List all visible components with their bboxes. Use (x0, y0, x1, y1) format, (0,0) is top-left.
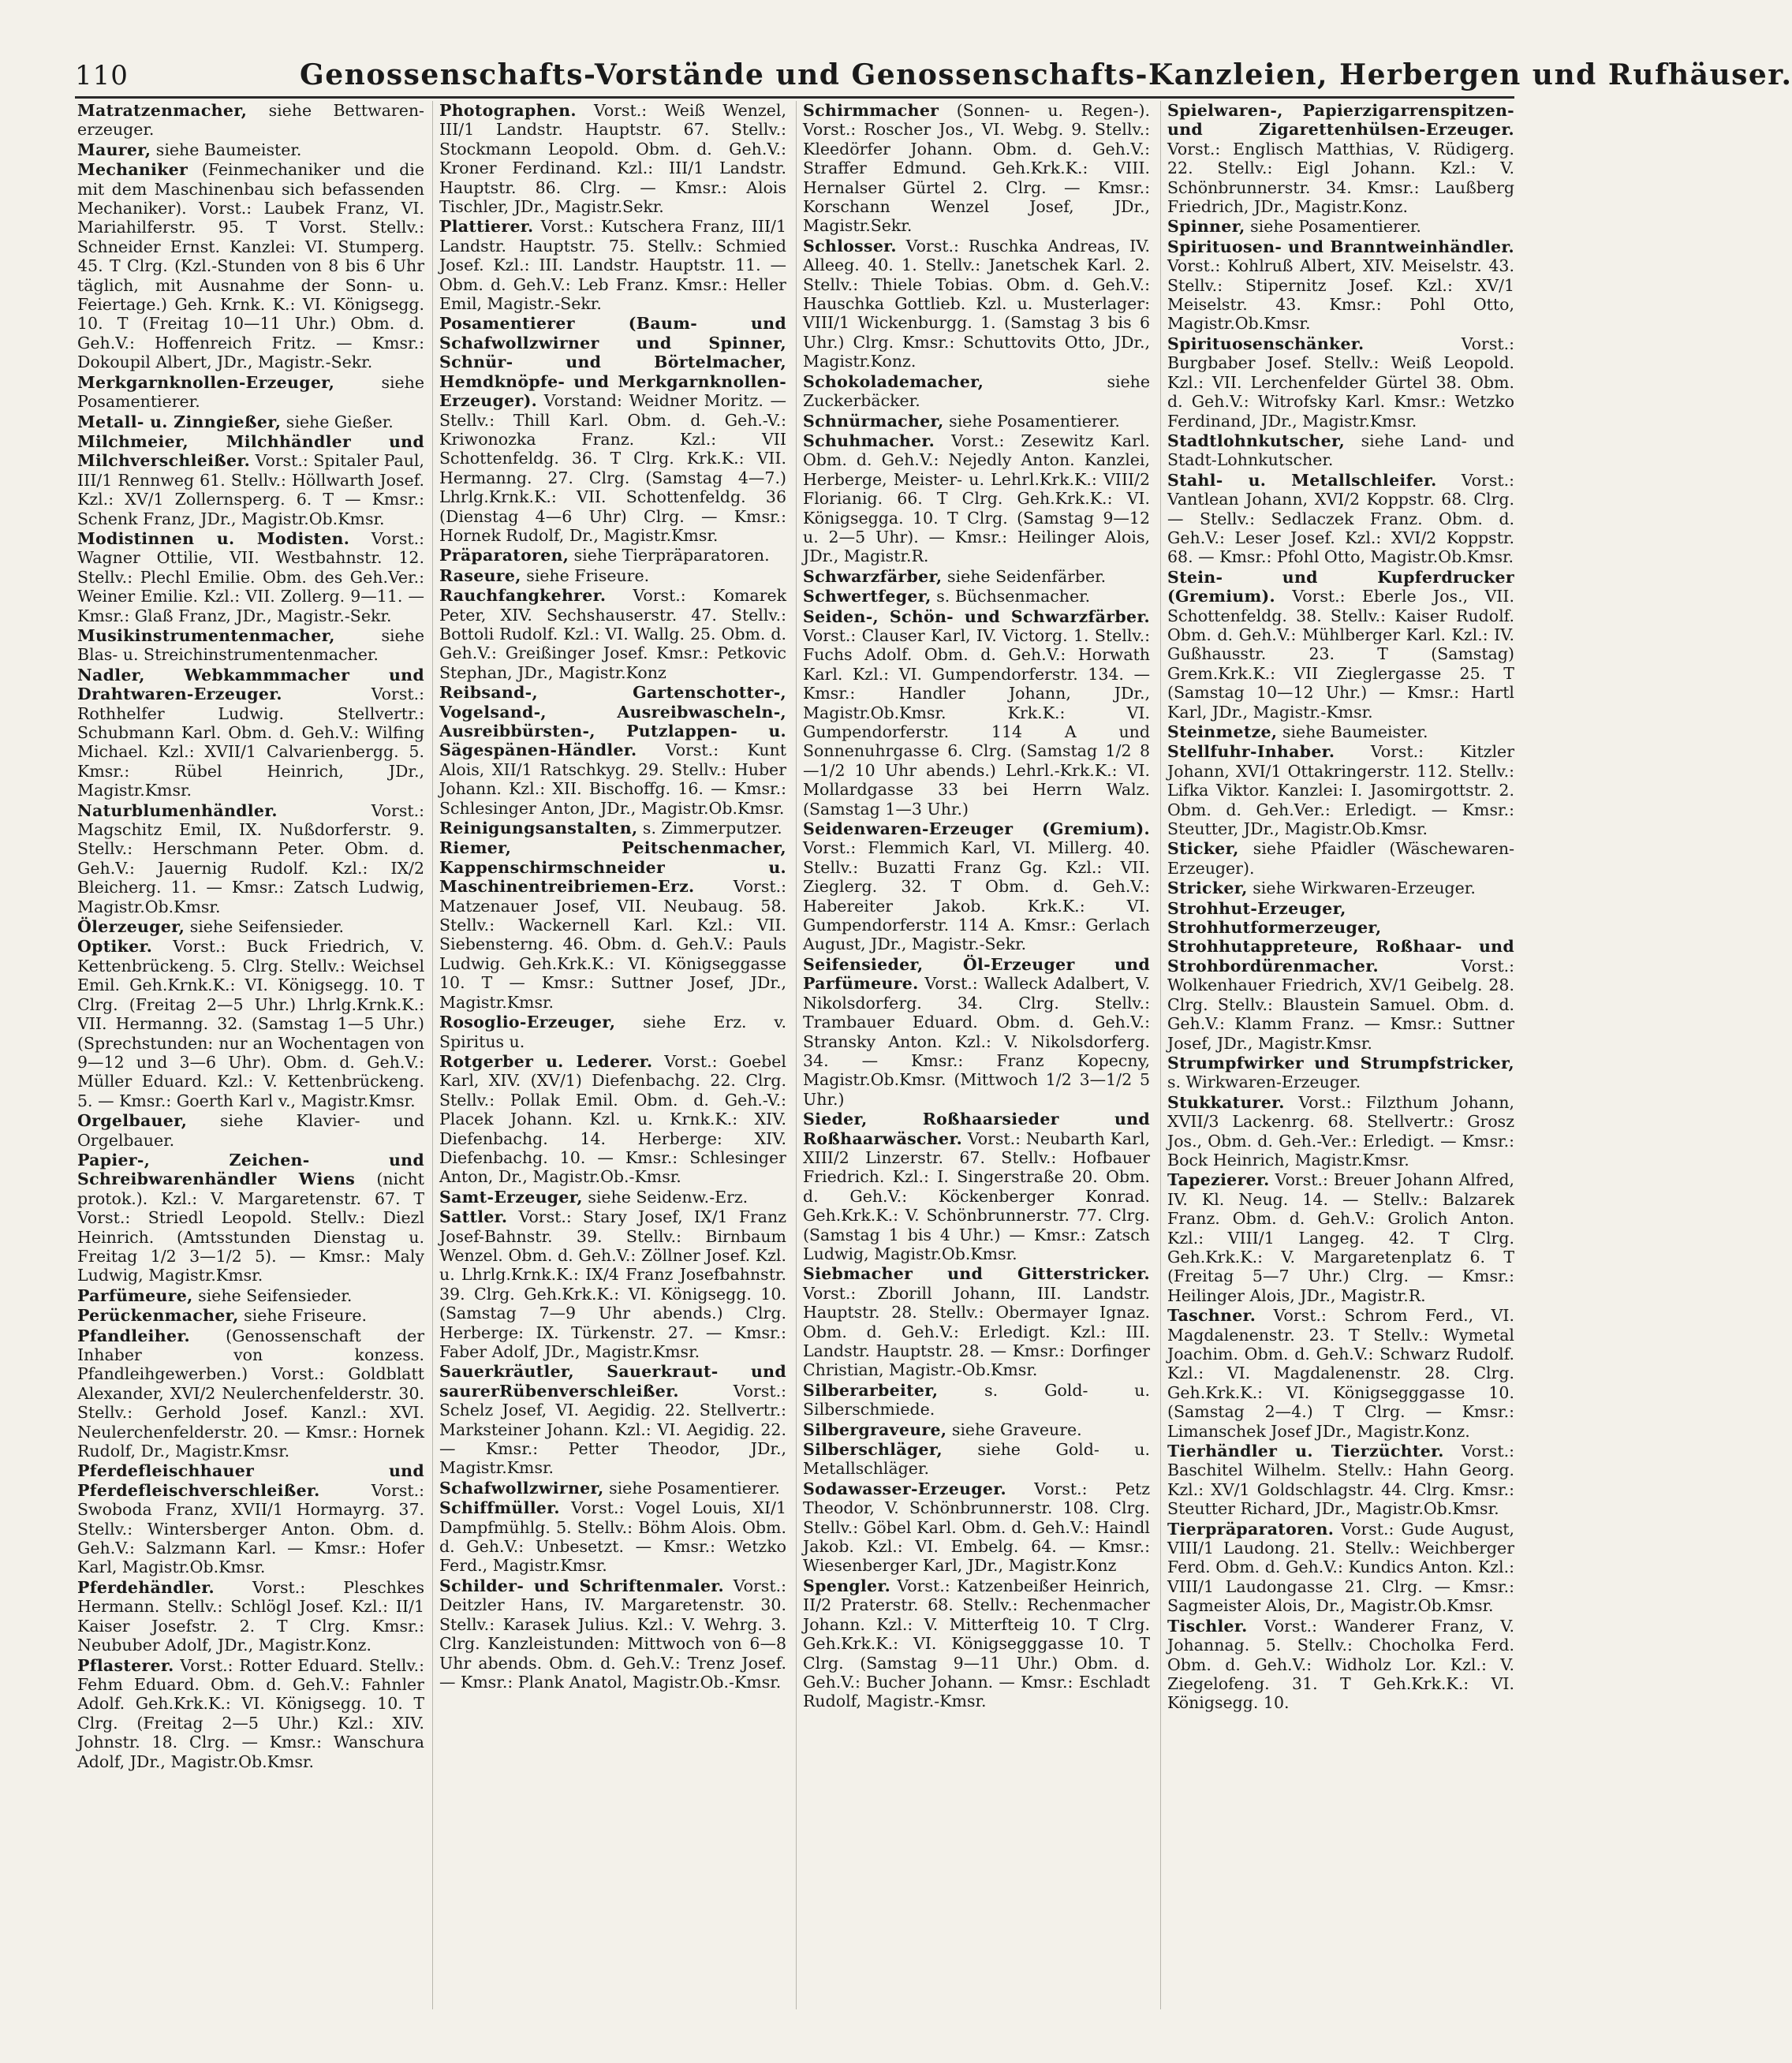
entry-body: Vorst.: Wagner Ottilie, VII. Westbahnstr. 12. Stellv.: Plechl Emilie. Obm. des Geh.Ver.: Weiner Emilie. Kzl.: VII. Zollerg. 9—11. — Kmsr.: Glaß Franz, JDr., Magistr.-Sekr. (77, 528, 430, 625)
entry-body: Vorst.: Clauser Karl, IV. Victorg. 1. Stellv.: Fuchs Adolf. Obm. d. Geh.V.: Horwath Karl. Kzl.: VI. Gumpendorferstr. 134. — Kmsr.: Handler Johann, JDr., Magistr.Ob.Kmsr. Krk.K.: VI. Gumpendorferstr. 114 A und Sonnenuhrgasse 6. Clrg. (Samstag 1/2 8—1/2 10 Uhr abends.) Lehrl.-Krk.K.: VI. Mollardgasse 33 bei Herrn Walz. (Samstag 1—3 Uhr.) (803, 606, 1155, 819)
entry-heading: Pferdehändler. (77, 1577, 215, 1597)
directory-entry (439, 1362, 792, 1478)
entry-body: s. Gold- u. Silberschmiede. (803, 1380, 1155, 1419)
entry-body: siehe Bettwaren-erzeuger. (77, 101, 424, 140)
entry-heading: Pferdefleischhauer und Pferdefleischverschleißer. (77, 1461, 424, 1500)
entry-body: (Genossenschaft der Inhaber von konzess. Pfandleihgewerben.) Vorst.: Goldblatt Alexander, XVI/2 Neulerchenfelderstr. 30. Stellv.: Gerhold Josef. Kanzl.: XVI. Neulerchenfelderstr. 20. — Kmsr.: Hornek Rudolf, Dr., Magistr.Kmsr. (77, 1326, 430, 1461)
page-header (75, 55, 1792, 95)
entry-heading: Schirmmacher (803, 101, 939, 120)
entry-body: siehe Graveure. (946, 1419, 1082, 1439)
directory-entry (803, 567, 1150, 586)
entry-body: Vorst.: Breuer Johann Alfred, IV. Kl. Neug. 14. — Stellv.: Balzarek Franz. Obm. d. Geh.V.: Grolich Anton. Kzl.: VIII/1 Langeg. 42. T Clrg. Geh.Krk.K.: V. Margaretenplatz 6. T (Freitag 5—7 Uhr.) Clrg. — Kmsr.: Heilinger Alois, JDr., Magistr.R. (1167, 1170, 1520, 1305)
entry-body: Vorst.: Wanderer Franz, V. Johannag. 5. Stellv.: Chocholka Ferd. Obm. d. Geh.V.: Widholz Lor. Kzl.: V. Ziegelofeng. 31. T Geh.Krk.K.: VI. Königsegg. 10. (1167, 1616, 1520, 1713)
entry-heading: Maurer, (77, 140, 151, 159)
entry-heading: Perückenmacher, (77, 1306, 239, 1326)
entry-heading: Seiden-, Schön- und Schwarzfärber. (803, 606, 1150, 626)
directory-entry (439, 1013, 792, 1051)
directory-entry (1167, 839, 1514, 878)
entry-body: Vorst.: Katzenbeißer Heinrich, II/2 Praterstr. 68. Stellv.: Rechenmacher Johann. Kzl.: V. Mitterfteig 10. T Clrg. Geh.Krk.K.: VI. Königsegggasse 10. T Clrg. (Samstag 9—11 Uhr.) Obm. d. Geh.V.: Bucher Johann. — Kmsr.: Eschladt Rudolf, Magistr.-Kmsr. (803, 1576, 1155, 1711)
entry-heading: Spengler. (803, 1576, 891, 1595)
directory-entry (77, 160, 430, 372)
entry-body: Vorst.: Eberle Jos., VII. Schottenfeldg. 38. Stellv.: Kaiser Rudolf. Obm. d. Geh.V.: Mühlberger Karl. Kzl.: IV. Gußhausstr. 23. T (Samstag) Grem.Krk.K.: VII Zieglergasse 25. T (Samstag 10—12 Uhr.) — Kmsr.: Hartl Karl, JDr., Magistr.-Kmsr. (1167, 587, 1520, 722)
entry-body: siehe Friseure. (238, 1306, 368, 1326)
entry-body: Vorst.: Kitzler Johann, XVI/1 Ottakringerstr. 112. Stellv.: Lifka Viktor. Kanzlei: I. Jasomirgottstr. 2. Obm. d. Geh.Ver.: Erledigt. — Kmsr.: Steutter, JDr., Magistr.Ob.Kmsr. (1167, 742, 1520, 839)
entry-body: siehe Seidenfärber. (942, 566, 1107, 586)
entry-heading: Naturblumenhändler. (77, 800, 278, 820)
directory-entry (803, 412, 1150, 431)
directory-entry (1167, 1616, 1520, 1713)
directory-entry (439, 314, 792, 545)
directory-entry (77, 800, 430, 916)
entry-heading: Spinner, (1167, 217, 1245, 237)
directory-entry (439, 566, 786, 585)
directory-entry (439, 1188, 786, 1207)
directory-entry (1167, 742, 1520, 839)
entry-body: siehe Posamentierer. (943, 411, 1120, 431)
entry-heading: Spirituosenschänker. (1167, 334, 1365, 353)
column-4 (1167, 101, 1520, 2017)
directory-entry (77, 1461, 430, 1577)
entry-heading: Stukkaturer. (1167, 1092, 1285, 1112)
directory-entry (77, 140, 424, 159)
directory-entry (803, 1380, 1155, 1419)
entry-body: Vorst.: Rothhelfer Ludwig. Stellvertr.: Schubmann Karl. Obm. d. Geh.V.: Wilfing Michael. Kzl.: XVII/1 Calvarienbergg. 5. Kmsr.: Rübel Heinrich, JDr., Magistr.Kmsr. (77, 685, 430, 800)
directory-entry (803, 371, 1155, 411)
entry-heading: Stricker, (1167, 879, 1248, 898)
column-divider (796, 101, 797, 2009)
directory-entry (439, 683, 792, 818)
entry-heading: Stellfuhr-Inhaber. (1167, 742, 1335, 762)
entry-body: Vorst.: Schrom Ferd., VI. Magdalenenstr. 23. T Stellv.: Wymetal Joachim. Obm. d. Geh.V.: Schwarz Rudolf. Kzl.: VI. Magdalenenstr. 28. Clrg. Geh.Krk.K.: VI. Königsegggasse 10. (Samstag 2—4.) T Clrg. — Kmsr.: Limanschek Josef JDr., Magistr.Konz. (1167, 1306, 1520, 1441)
entry-heading: Spirituosen- und Branntweinhändler. (1167, 237, 1514, 256)
entry-body: s. Büchsenmacher. (931, 587, 1091, 606)
entry-heading: Modistinnen u. Modisten. (77, 528, 350, 548)
column-3 (803, 101, 1155, 2017)
entry-body: Vorst.: Swoboda Franz, XVII/1 Hormayrg. 37. Stellv.: Wintersberger Anton. Obm. d. Geh.V.: Salzmann Karl. — Kmsr.: Hofer Karl, Magistr.Ob.Kmsr. (77, 1480, 430, 1577)
entry-heading: Sauerkräutler, Sauerkraut- und saurerRübenverschleißer. (439, 1362, 786, 1401)
directory-entry (1167, 1519, 1520, 1616)
entry-heading: Photographen. (439, 101, 577, 120)
directory-entry (1167, 237, 1520, 334)
column-2 (439, 101, 792, 2017)
entry-heading: Tierpräparatoren. (1167, 1519, 1335, 1539)
entry-body: Vorst.: Rotter Eduard. Stellv.: Fehm Eduard. Obm. d. Geh.V.: Fahnler Adolf. Geh.Krk.K.: VI. Königsegg. 10. T Clrg. (Freitag 2—5 Uhr.) Kzl.: XIV. Johnstr. 18. Clrg. — Kmsr.: Wanschura Adolf, JDr., Magistr.Ob.Kmsr. (77, 1655, 430, 1771)
header-rule (75, 96, 1514, 99)
entry-heading: Posamentierer (Baum- und Schafwollzwirner und Spinner, Schnür- und Börtelmacher, Hemdknöpfe- und Merkgarnknollen-Erzeuger). (439, 314, 786, 411)
entry-body: siehe Seifensieder. (185, 917, 344, 937)
entry-body: (Feinmechaniker und die mit dem Maschinenbau sich befassenden Mechaniker). Vorst.: Laubek Franz, VI. Mariahilferstr. 95. T Vorst. Stellv.: Schneider Ernst. Kanzlei: VI. Stumperg. 45. T Clrg. (Kzl.-Stunden von 8 bis 6 Uhr täglich, mit Ausnahme der Sonn- u. Feiertage.) Geh. Krnk. K.: VI. Königsegg. 10. T (Freitag 10—11 Uhr.) Obm. d. Geh.V.: Hoffenreich Fritz. — Kmsr.: Dokoupil Albert, JDr., Magistr.-Sekr. (77, 160, 430, 372)
entry-heading: Samt-Erzeuger, (439, 1187, 583, 1207)
entry-body: Vorst.: Englisch Matthias, V. Rüdigerg. 22. Stellv.: Eigl Johann. Kzl.: V. Schönbrunnerstr. 34. Kmsr.: Laußberg Friedrich, JDr., Magistr.Konz. (1167, 120, 1520, 217)
directory-entry (1167, 101, 1520, 217)
entry-body: Vorst.: Pleschkes Hermann. Stellv.: Schlögl Josef. Kzl.: II/1 Kaiser Josefstr. 2. T Clrg. Kmsr.: Neububer Adolf, JDr., Magistr.Konz. (77, 1577, 430, 1655)
entry-body: Vorst.: Stary Josef, IX/1 Franz Josef-Bahnstr. 39. Stellv.: Birnbaum Wenzel. Obm. d. Geh.V.: Zöllner Josef. Kzl. u. Lhrlg.Krnk.K.: IX/4 Franz Josefbahnstr. 39. Clrg. Geh.Krk.K.: VI. Königsegg. 10. (Samstag 7—9 Uhr abends.) Clrg. Herberge: IX. Türkenstr. 27. — Kmsr.: Faber Adolf, JDr., Magistr.Kmsr. (439, 1207, 792, 1361)
entry-heading: Schuhmacher. (803, 431, 935, 450)
entry-body: Vorst.: Baschitel Wilhelm. Stellv.: Hahn Georg. Kzl.: XV/1 Goldschlagstr. 44. Clrg. Kmsr.: Steutter Richard, JDr., Magistr.Ob.Kmsr. (1167, 1442, 1520, 1519)
entry-heading: Strumpfwirker und Strumpfstricker, (1167, 1053, 1514, 1073)
directory-entry (77, 431, 430, 528)
entry-body: siehe Seifensieder. (192, 1285, 353, 1305)
entry-body: Vorst.: Weiß Wenzel, III/1 Landstr. Hauptstr. 67. Stellv.: Stockmann Leopold. Obm. d. Geh.V.: Kroner Ferdinand. Kzl.: III/1 Landstr. Hauptstr. 86. Clrg. — Kmsr.: Alois Tischler, JDr., Magistr.Sekr. (439, 101, 792, 217)
entry-body: Vorst.: Vogel Louis, XI/1 Dampfmühlg. 5. Stellv.: Böhm Alois. Obm. d. Geh.V.: Unbesetzt. — Kmsr.: Wetzko Ferd., Magistr.Kmsr. (439, 1498, 792, 1576)
directory-entry (1167, 431, 1520, 470)
entry-heading: Siebmacher und Gitterstricker. (803, 1264, 1150, 1284)
entry-body: Vorst.: Goebel Karl, XIV. (XV/1) Diefenbachg. 22. Clrg. Stellv.: Pollak Emil. Obm. d. Geh.-V.: Placek Johann. Kzl. u. Krnk.K.: XIV. Diefenbachg. 14. Herberge: XIV. Diefenbachg. 10. — Kmsr.: Schlesinger Anton, Dr., Magistr.Ob.-Kmsr. (439, 1051, 792, 1187)
entry-heading: Plattierer. (439, 217, 534, 237)
entry-heading: Steinmetze, (1167, 722, 1278, 741)
directory-entry (77, 665, 430, 800)
entry-heading: Schwarzfärber, (803, 566, 943, 586)
entry-heading: Rotgerber u. Lederer. (439, 1051, 653, 1071)
entry-heading: Tischler. (1167, 1616, 1248, 1636)
directory-entry (77, 372, 430, 412)
entry-heading: Taschner. (1167, 1306, 1256, 1326)
page-title: Genossenschafts-Vorstände und Genossenschafts-Kanzleien, Herbergen und Rufhäuser. (300, 58, 1792, 91)
directory-entry (77, 1577, 430, 1655)
directory-entry (439, 101, 792, 217)
entry-body: siehe Land- und Stadt-Lohnkutscher. (1167, 431, 1520, 470)
entry-heading: Stadtlohnkutscher, (1167, 431, 1346, 450)
entry-heading: Rauchfangkehrer. (439, 586, 607, 606)
directory-entry (439, 217, 792, 314)
entry-body: siehe Pfaidler (Wäschewaren-Erzeuger). (1167, 839, 1514, 878)
entry-heading: Stein- und Kupferdrucker (Gremium). (1167, 567, 1514, 606)
directory-entry (803, 1440, 1155, 1479)
directory-entry (803, 1576, 1155, 1711)
page-number: 110 (75, 60, 129, 91)
directory-entry (803, 101, 1155, 236)
entry-body: Vorst.: Kunt Alois, XII/1 Ratschkyg. 29. Stellv.: Huber Johann. Kzl.: XII. Bischoffg. 16. — Kmsr.: Schlesinger Anton, JDr., Magistr.Ob.Kmsr. (439, 741, 792, 818)
directory-entry (77, 1306, 424, 1325)
entry-heading: Sattler. (439, 1207, 508, 1227)
entry-body: Vorst.: Burgbaber Josef. Stellv.: Weiß Leopold. Kzl.: VII. Lerchenfelder Gürtel 38. Obm. d. Geh.V.: Witrofsky Karl. Kmsr.: Wetzko Ferdinand, JDr., Magistr.Kmsr. (1167, 334, 1520, 431)
entry-heading: Milchmeier, Milchhändler und Milchverschleißer. (77, 431, 424, 471)
directory-entry (439, 586, 792, 682)
entry-body: siehe Gold- u. Metallschläger. (803, 1440, 1155, 1479)
directory-entry (803, 1264, 1155, 1380)
entry-body: siehe Seidenw.-Erz. (582, 1187, 749, 1207)
entry-heading: Sieder, Roßhaarsieder und Roßhaarwäscher. (803, 1110, 1150, 1148)
directory-entry (77, 101, 424, 140)
entry-heading: Nadler, Webkammmacher und Drahtwaren-Erzeuger. (77, 665, 424, 704)
entry-body: Vorst.: Walleck Adalbert, V. Nikolsdorferg. 34. Clrg. Stellv.: Trambauer Eduard. Obm. d. Geh.V.: Stransky Anton. Kzl.: V. Nikolsdorferg. 34. — Kmsr.: Franz Kopecny, Magistr.Ob.Kmsr. (Mittwoch 1/2 3—1/2 5 Uhr.) (803, 974, 1155, 1109)
directory-entry (803, 1420, 1150, 1439)
entry-body: siehe Erz. v. Spiritus u. (439, 1013, 792, 1051)
entry-heading: Raseure, (439, 565, 521, 585)
directory-entry (803, 819, 1155, 954)
directory-entry (77, 1286, 424, 1305)
entry-heading: Pfandleiher. (77, 1326, 190, 1345)
directory-entry (803, 606, 1155, 819)
directory-entry (439, 1051, 792, 1187)
entry-body: siehe Blas- u. Streichinstrumentenmacher. (77, 625, 430, 665)
entry-heading: Schnürmacher, (803, 411, 944, 431)
entry-body: siehe Tierpräparatoren. (569, 546, 770, 565)
entry-heading: Sodawasser-Erzeuger. (803, 1479, 1006, 1498)
entry-heading: Pflasterer. (77, 1655, 174, 1675)
entry-heading: Spielwaren-, Papierzigarrenspitzen- und Zigarettenhülsen-Erzeuger. (1167, 101, 1514, 140)
entry-body: siehe Gießer. (281, 412, 394, 431)
directory-entry (77, 1655, 430, 1771)
entry-body: siehe Baumeister. (1277, 722, 1428, 741)
directory-entry (803, 236, 1155, 371)
entry-body: Vorst.: Gude August, VIII/1 Laudong. 21. Stellv.: Weichberger Ferd. Obm. d. Geh.V.: Kundics Anton. Kzl.: VIII/1 Laudongasse 21. Clrg. — Kmsr.: Sagmeister Alois, Dr., Magistr.Ob.Kmsr. (1167, 1519, 1520, 1616)
directory-entry (803, 954, 1155, 1109)
entry-heading: Silbergraveure, (803, 1419, 947, 1439)
column-divider (432, 101, 433, 2009)
entry-body: s. Wirkwaren-Erzeuger. (1167, 1053, 1520, 1092)
directory-entry (77, 528, 430, 625)
directory-entry (439, 819, 786, 838)
entry-body: Vorst.: Schelz Josef, VI. Aegidig. 22. Stellvertr.: Marksteiner Johann. Kzl.: VI. Aegidig. 22. — Kmsr.: Petter Theodor, JDr., Magistr.Kmsr. (439, 1381, 792, 1478)
entry-heading: Optiker. (77, 937, 153, 957)
directory-entry (1167, 1442, 1520, 1519)
entry-body: Vorst.: Petz Theodor, V. Schönbrunnerstr. 108. Clrg. Stellv.: Göbel Karl. Obm. d. Geh.V.: Haindl Jakob. Kzl.: VI. Embelg. 64. — Kmsr.: Wiesenberger Karl, JDr., Magistr.Konz (803, 1479, 1155, 1576)
directory-entry (803, 587, 1150, 606)
entry-heading: Silberarbeiter, (803, 1380, 939, 1400)
directory-entry (1167, 217, 1514, 236)
directory-entry (77, 625, 430, 665)
entry-heading: Reinigungsanstalten, (439, 819, 638, 838)
entry-body: Vorst.: Vantlean Johann, XVI/2 Koppstr. 68. Clrg. — Stellv.: Sedlaczek Franz. Obm. d. Geh.V.: Leser Josef. Kzl.: XVI/2 Koppstr. 68. — Kmsr.: Pfohl Otto, Magistr.Ob.Kmsr. (1167, 470, 1520, 567)
entry-body: (nicht protok.). Kzl.: V. Margaretenstr. 67. T Vorst.: Striedl Leopold. Stellv.: Diezl Heinrich. (Amtsstunden Dienstag u. Freitag 1/2 3—1/2 5). — Kmsr.: Maly Ludwig, Magistr.Kmsr. (77, 1170, 430, 1285)
entry-heading: Schwertfeger, (803, 587, 931, 606)
entry-heading: Riemer, Peitschenmacher, Kappenschirmschneider u. Maschinentreibriemen-Erz. (439, 838, 786, 897)
entry-heading: Matratzenmacher, (77, 101, 248, 120)
entry-body: siehe Zuckerbäcker. (803, 371, 1155, 411)
entry-body: Vorst.: Filzthum Johann, XVII/3 Lackenrg. 68. Stellvertr.: Grosz Jos., Obm. d. Geh.-Ver.: Erledigt. — Kmsr.: Bock Heinrich, Magistr.Kmsr. (1167, 1092, 1520, 1170)
entry-heading: Orgelbauer, (77, 1111, 188, 1131)
directory-entry (1167, 470, 1520, 567)
directory-entry (439, 838, 792, 1012)
directory-entry (803, 431, 1155, 566)
entry-heading: Seifensieder, Öl-Erzeuger und Parfümeure. (803, 954, 1150, 994)
entry-body: siehe Friseure. (521, 565, 650, 585)
directory-entry (77, 937, 430, 1110)
column-divider (1160, 101, 1161, 2009)
directory-entry (1167, 1092, 1520, 1170)
directory-entry (1167, 567, 1520, 722)
entry-heading: Stahl- u. Metallschleifer. (1167, 470, 1437, 490)
directory-entry (1167, 898, 1520, 1053)
directory-entry (1167, 334, 1520, 431)
entry-body: Vorst.: Matzenauer Josef, VII. Neubaug. 58. Stellv.: Wackernell Karl. Kzl.: VII. Siebensterng. 46. Obm. d. Geh.V.: Pauls Ludwig. Geh.Krk.K.: VI. Königseggasse 10. T — Kmsr.: Suttner Josef, JDr., Magistr.Kmsr. (439, 877, 792, 1012)
entry-heading: Reibsand-, Gartenschotter-, Vogelsand-, Ausreibwascheln-, Ausreibbürsten-, Putzlappen- u. Sägespänen-Händler. (439, 683, 786, 760)
entry-heading: Metall- u. Zinngießer, (77, 412, 282, 431)
entry-body: Vorst.: Ruschka Andreas, IV. Alleeg. 40. 1. Stellv.: Janetschek Karl. 2. Stellv.: Thiele Tobias. Obm. d. Geh.V.: Hauschka Gottlieb. Kzl. u. Musterlager: VIII/1 Wickenburgg. 1. (Samstag 3 bis 6 Uhr.) Clrg. Kmsr.: Schuttovits Otto, JDr., Magistr.Konz. (803, 236, 1155, 371)
entry-body: Vorst.: Kohlruß Albert, XIV. Meiselstr. 43. Stellv.: Stipernitz Josef. Kzl.: XV/1 Meiselstr. 43. Kmsr.: Pohl Otto, Magistr.Ob.Kmsr. (1167, 237, 1520, 334)
directory-entry (1167, 1306, 1520, 1441)
directory-entry (439, 546, 786, 565)
entry-body: Vorst.: Magschitz Emil, IX. Nußdorferstr. 9. Stellv.: Herschmann Peter. Obm. d. Geh.V.: Jauernig Rudolf. Kzl.: IX/2 Bleicherg. 11. — Kmsr.: Zatsch Ludwig, Magistr.Ob.Kmsr. (77, 800, 430, 916)
directory-entry (1167, 1053, 1520, 1092)
directory-entry (77, 917, 424, 936)
entry-heading: Schilder- und Schriftenmaler. (439, 1576, 724, 1595)
entry-heading: Merkgarnknollen-Erzeuger, (77, 372, 335, 392)
entry-body: (Sonnen- u. Regen-). Vorst.: Roscher Jos., VI. Webg. 9. Stellv.: Kleedörfer Johann. Obm. d. Geh.V.: Straffer Edmund. Geh.Krk.K.: VIII. Hernalser Gürtel 2. Clrg. — Kmsr.: Korschann Wenzel Josef, JDr., Magistr.Sekr. (803, 101, 1155, 236)
entry-heading: Sticker, (1167, 839, 1239, 859)
entry-heading: Schafwollzwirner, (439, 1478, 604, 1498)
entry-body: Vorst.: Neubarth Karl, XIII/2 Linzerstr. 67. Stellv.: Hofbauer Friedrich. Kzl.: I. Singerstraße 20. Obm. d. Geh.V.: Köckenberger Konrad. Geh.Krk.K.: V. Schönbrunnerstr. 77. Clrg. (Samstag 1 bis 4 Uhr.) — Kmsr.: Zatsch Ludwig, Magistr.Ob.Kmsr. (803, 1128, 1155, 1263)
entry-heading: Präparatoren, (439, 546, 569, 565)
entry-body: Vorstand: Weidner Moritz. — Stellv.: Thill Karl. Obm. d. Geh.-V.: Kriwonozka Franz. Kzl.: VII Schottenfeldg. 36. T Clrg. Krk.K.: VII. Hermanng. 27. Clrg. (Samstag 4—7.) Lhrlg.Krnk.K.: VII. Schottenfeldg. 36 (Dienstag 4—6 Uhr) Clrg. — Kmsr.: Hornek Rudolf, Dr., Magistr.Kmsr. (439, 391, 792, 545)
entry-heading: Schiffmüller. (439, 1498, 560, 1518)
column-1 (77, 101, 430, 2017)
entry-heading: Rosoglio-Erzeuger, (439, 1013, 616, 1032)
entry-body: siehe Baumeister. (151, 140, 302, 159)
entry-body: siehe Klavier- und Orgelbauer. (77, 1111, 430, 1150)
entry-heading: Schokolademacher, (803, 371, 984, 391)
entry-body: Vorst.: Buck Friedrich, V. Kettenbrückeng. 5. Clrg. Stellv.: Weichsel Emil. Geh.Krnk.K.: VI. Königsegg. 10. T Clrg. (Freitag 2—5 Uhr.) Lhrlg.Krnk.K.: VII. Hermanng. 32. (Samstag 1—5 Uhr.) (Sprechstunden: nur an Wochentagen von 9—12 und 3—6 Uhr). Obm. d. Geh.V.: Müller Eduard. Kzl.: V. Kettenbrückeng. 5. — Kmsr.: Goerth Karl v., Magistr.Kmsr. (77, 937, 430, 1110)
entry-heading: Strohhut-Erzeuger, Strohhutformerzeuger, Strohhutappreteure, Roßhaar- und Strohbordürenmacher. (1167, 898, 1514, 976)
entry-heading: Silberschläger, (803, 1440, 943, 1460)
entry-body: Vorst.: Flemmich Karl, VI. Millerg. 40. Stellv.: Buzatti Franz Gg. Kzl.: VII. Zieglerg. 32. T Obm. d. Geh.V.: Habereiter Jakob. Krk.K.: VI. Gumpendorferstr. 114 A. Kmsr.: Gerlach August, JDr., Magistr.-Sekr. (803, 819, 1155, 954)
directory-entry (77, 412, 424, 431)
entry-heading: Mechaniker (77, 160, 189, 180)
directory-entry (803, 1479, 1155, 1576)
entry-body: Vorst.: Spitaler Paul, III/1 Rennweg 61. Stellv.: Höllwarth Josef. Kzl.: XV/1 Zollernsperg. 6. T — Kmsr.: Schenk Franz, JDr., Magistr.Ob.Kmsr. (77, 451, 430, 528)
entry-heading: Tierhändler u. Tierzüchter. (1167, 1442, 1444, 1461)
entry-body: Vorst.: Komarek Peter, XIV. Sechshauserstr. 47. Stellv.: Bottoli Rudolf. Kzl.: VI. Wallg. 25. Obm. d. Geh.V.: Greißinger Josef. Kmsr.: Petkovic Stephan, JDr., Magistr.Konz (439, 586, 792, 682)
entry-body: Vorst.: Deitzler Hans, IV. Margaretenstr. 30. Stellv.: Karasek Julius. Kzl.: V. Wehrg. 3. Clrg. Kanzleistunden: Mittwoch von 6—8 Uhr abends. Obm. d. Geh.V.: Trenz Josef. — Kmsr.: Plank Anatol, Magistr.Ob.-Kmsr. (439, 1576, 792, 1692)
directory-entry (77, 1111, 430, 1150)
entry-heading: Papier-, Zeichen- und Schreibwarenhändler Wiens (77, 1150, 424, 1189)
entry-body: siehe Wirkwaren-Erzeuger. (1247, 879, 1476, 898)
directory-entry (77, 1150, 430, 1285)
entry-body: Vorst.: Zesewitz Karl. Obm. d. Geh.V.: Nejedly Anton. Kanzlei, Herberge, Meister- u. Lehrl.Krk.K.: VIII/2 Florianig. 66. T Clrg. Geh.Krk.K.: VI. Königsegga. 10. T Clrg. (Samstag 9—12 u. 2—5 Uhr). — Kmsr.: Heilinger Alois, JDr., Magistr.R. (803, 431, 1155, 566)
directory-entry (1167, 1170, 1520, 1305)
directory-entry (439, 1207, 792, 1361)
entry-body: Vorst.: Zborill Johann, III. Landstr. Hauptstr. 28. Stellv.: Obermayer Ignaz. Obm. d. Geh.V.: Erledigt. Kzl.: III. Landstr. Hauptstr. 28. — Kmsr.: Dorfinger Christian, Magistr.-Ob.Kmsr. (803, 1264, 1155, 1380)
entry-body: Vorst.: Kutschera Franz, III/1 Landstr. Hauptstr. 75. Stellv.: Schmied Josef. Kzl.: III. Landstr. Hauptstr. 11. — Obm. d. Geh.V.: Leb Franz. Kmsr.: Heller Emil, Magistr.-Sekr. (439, 217, 792, 314)
entry-heading: Musikinstrumentenmacher, (77, 625, 335, 645)
entry-heading: Seidenwaren-Erzeuger (Gremium). (803, 819, 1150, 839)
directory-entry (803, 1110, 1155, 1263)
directory-entry (439, 1576, 792, 1692)
entry-body: siehe Posamentierer. (77, 372, 430, 412)
directory-entry (439, 1498, 792, 1576)
directory-entry (439, 1479, 786, 1498)
entry-heading: Parfümeure, (77, 1285, 193, 1305)
entry-body: s. Zimmerputzer. (637, 819, 782, 838)
entry-heading: Ölerzeuger, (77, 917, 185, 937)
entry-body: siehe Posamentierer. (603, 1478, 780, 1498)
entry-body: Vorst.: Wolkenhauer Friedrich, XV/1 Geibelg. 28. Clrg. Stellv.: Blaustein Samuel. Obm. d. Geh.V.: Klamm Franz. — Kmsr.: Suttner Josef, JDr., Magistr.Kmsr. (1167, 956, 1520, 1053)
entry-heading: Schlosser. (803, 236, 897, 256)
directory-entry (1167, 722, 1514, 741)
entry-body: siehe Posamentierer. (1245, 217, 1421, 237)
entry-heading: Tapezierer. (1167, 1170, 1270, 1190)
directory-entry (1167, 879, 1514, 897)
directory-entry (77, 1326, 430, 1461)
